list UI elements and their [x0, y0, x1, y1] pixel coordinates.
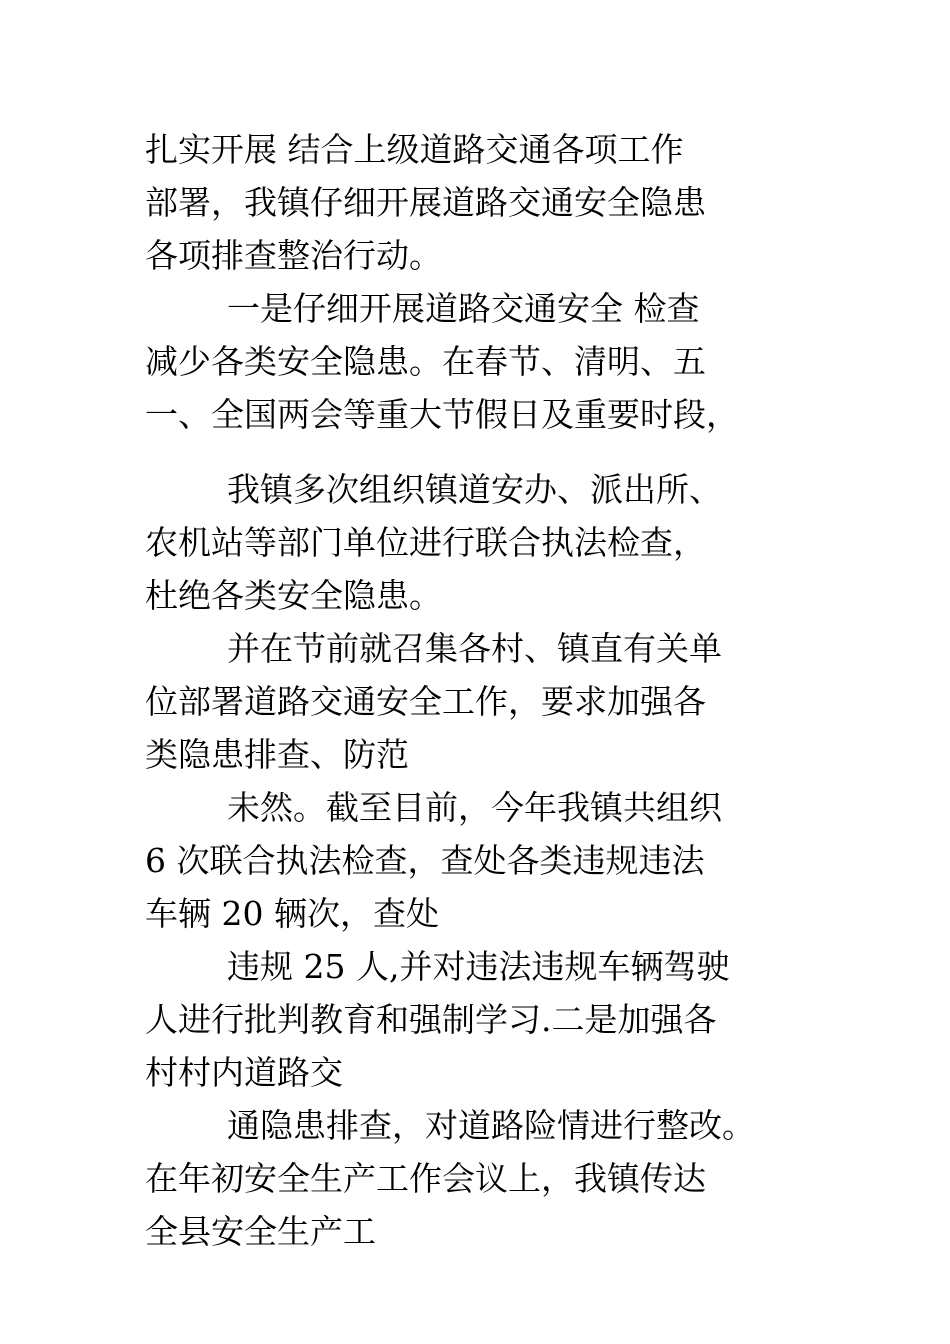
- paragraph-6: [145, 940, 825, 1099]
- text-line: 全县安全生产工: [145, 1212, 376, 1251]
- paragraph-7: [145, 1099, 825, 1258]
- text-line: 未然。截至目前，今年我镇共组织: [227, 788, 722, 827]
- text-line: 并在节前就召集各村、镇直有关单: [227, 629, 722, 668]
- text-line: 类隐患排查、防范: [145, 735, 409, 774]
- text-line: 各项排查整治行动。: [145, 236, 442, 275]
- text-line: 6 次联合执法检查，查处各类违规违法: [145, 841, 705, 880]
- paragraph-gap: [145, 441, 825, 463]
- text-line: 违规 25 人,并对违法违规车辆驾驶: [227, 947, 730, 986]
- text-line: 车辆 20 辆次，查处: [145, 894, 439, 933]
- text-line: 一是仔细开展道路交通安全 检查: [227, 289, 700, 328]
- text-line: 人进行批判教育和强制学习.二是加强各: [145, 1000, 717, 1039]
- text-line: 农机站等部门单位进行联合执法检查，: [145, 523, 706, 562]
- paragraph-3: [145, 463, 825, 622]
- paragraph-2: [145, 282, 825, 441]
- text-line: 通隐患排查，对道路险情进行整改。: [227, 1106, 755, 1145]
- text-line: 减少各类安全隐患。在春节、清明、五: [145, 342, 706, 381]
- paragraph-1: [145, 123, 825, 282]
- text-line: 一、全国两会等重大节假日及重要时段，: [145, 395, 739, 434]
- text-line: 扎实开展 结合上级道路交通各项工作: [145, 130, 684, 169]
- paragraph-4: [145, 622, 825, 781]
- document-body: [145, 123, 825, 1258]
- text-line: 杜绝各类安全隐患。: [145, 576, 442, 615]
- text-line: 位部署道路交通安全工作，要求加强各: [145, 682, 706, 721]
- paragraph-5: [145, 781, 825, 940]
- text-line: 村村内道路交: [145, 1053, 343, 1092]
- text-line: 部署，我镇仔细开展道路交通安全隐患: [145, 183, 706, 222]
- text-line: 在年初安全生产工作会议上，我镇传达: [145, 1159, 706, 1198]
- text-line: 我镇多次组织镇道安办、派出所、: [227, 470, 722, 509]
